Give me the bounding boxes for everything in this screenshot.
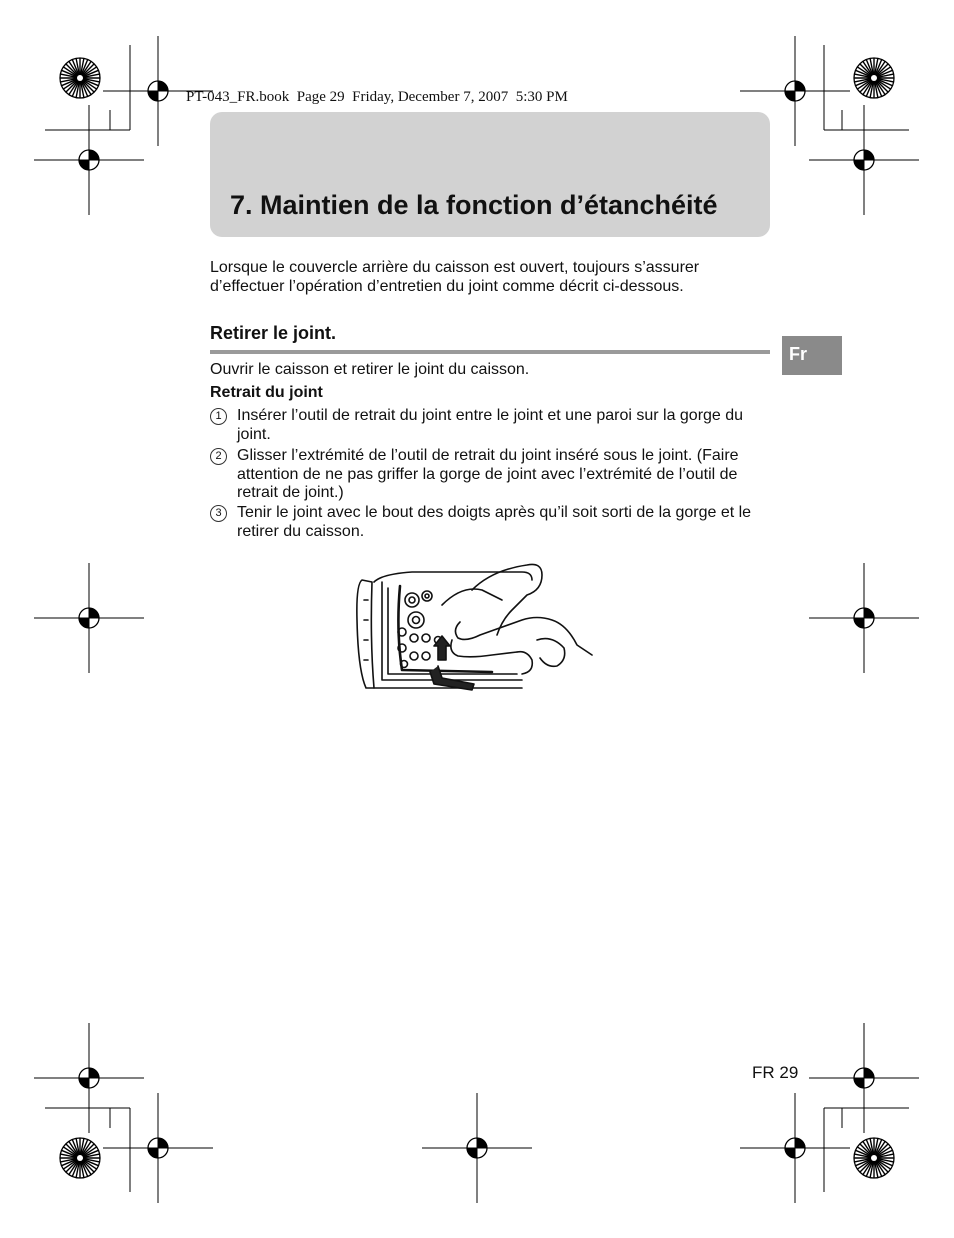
chapter-title: 7. Maintien de la fonction d’étanchéité: [230, 190, 718, 220]
o-ring-removal-illustration: [352, 560, 597, 695]
language-tab-label: Fr: [789, 344, 807, 364]
step-number-circle: 1: [210, 408, 227, 425]
step-number-circle: 2: [210, 448, 227, 465]
section-heading: Retirer le joint.: [210, 323, 337, 343]
step-number-circle: 3: [210, 505, 227, 522]
step-text: Glisser l’extrémité de l’outil de retrait du joint inséré sous le joint. (Faire attention de ne pas griffer la gorge de joint avec l’extrémité de l’outil de retrait de joint.): [237, 447, 739, 501]
page-number: FR 29: [752, 1063, 799, 1082]
step-text: Insérer l’outil de retrait du joint entre le joint et une paroi sur la gorge du joint.: [237, 407, 744, 443]
subsection-heading: Retrait du joint: [210, 384, 323, 401]
file-header: PT-043_FR.book Page 29 Friday, December 7, 2007 5:30 PM: [186, 89, 568, 105]
step-text: Tenir le joint avec le bout des doigts après qu’il soit sorti de la gorge et le retirer du caisson.: [237, 504, 752, 540]
section-description: Ouvrir le caisson et retirer le joint du caisson.: [210, 361, 530, 378]
section-divider: [210, 350, 770, 354]
intro-paragraph: Lorsque le couvercle arrière du caisson est ouvert, toujours s’assurer d’effectuer l’opération d’entretien du joint comme décrit ci-dessous.: [210, 259, 700, 295]
